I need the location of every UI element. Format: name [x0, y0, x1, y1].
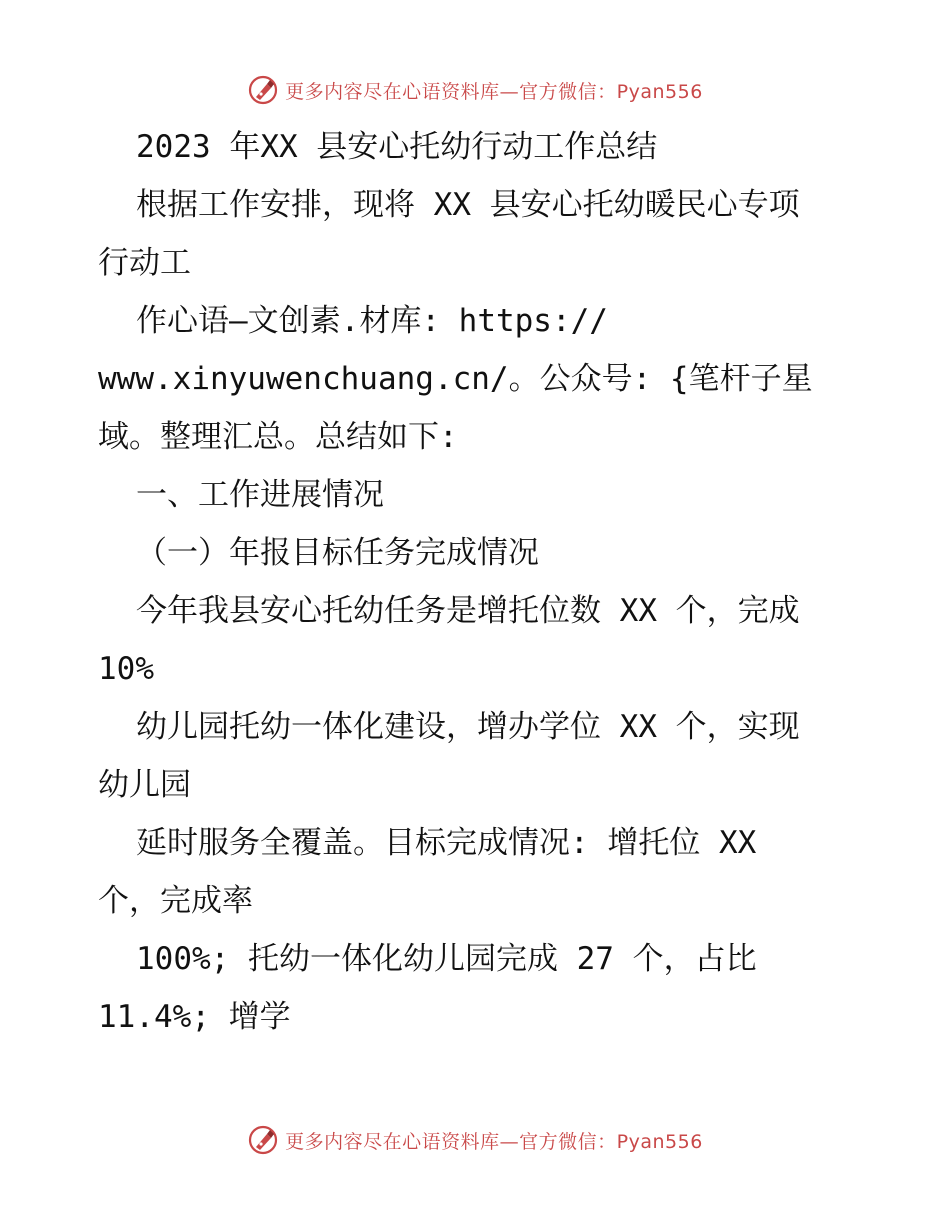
document-line: 行动工 [98, 245, 191, 281]
document-line: 根据工作安排，现将 XX 县安心托幼暖民心专项 [136, 187, 800, 223]
banner-wechat-id: Pyan556 [616, 80, 703, 103]
document-line: www.xinyuwenchuang.cn/。公众号: {笔杆子星 [98, 361, 813, 397]
document-body [98, 118, 898, 1046]
document-line: 幼儿园 [98, 767, 191, 803]
document-line: 延时服务全覆盖。目标完成情况: 增托位 XX [136, 825, 757, 861]
document-line: 100%; 托幼一体化幼儿园完成 27 个，占比 [136, 941, 757, 977]
document-line: 一、工作进展情况 [136, 477, 384, 513]
footer-watermark-banner [0, 1120, 950, 1160]
banner-text-cn: 更多内容尽在心语资料库—官方微信： [285, 1130, 617, 1153]
banner-text [285, 77, 703, 104]
pen-nib-logo-icon [247, 1124, 279, 1156]
document-line: 11.4%; 增学 [98, 999, 291, 1035]
banner-inner [247, 74, 703, 106]
banner-wechat-id: Pyan556 [616, 1130, 703, 1153]
document-line: 10% [98, 651, 154, 687]
document-line: （一）年报目标任务完成情况 [136, 535, 539, 571]
banner-text-cn: 更多内容尽在心语资料库—官方微信： [285, 80, 617, 103]
pen-nib-logo-icon [247, 74, 279, 106]
header-watermark-banner [0, 70, 950, 110]
document-line: 幼儿园托幼一体化建设，增办学位 XX 个，实现 [136, 709, 800, 745]
banner-text [285, 1127, 703, 1154]
document-line: 域。整理汇总。总结如下: [98, 419, 458, 455]
document-line: 2023 年XX 县安心托幼行动工作总结 [136, 129, 658, 165]
document-line: 作心语—文创素.材库: https:// [136, 303, 608, 339]
document-line: 个，完成率 [98, 883, 253, 919]
banner-inner [247, 1124, 703, 1156]
document-line: 今年我县安心托幼任务是增托位数 XX 个，完成 [136, 593, 800, 629]
